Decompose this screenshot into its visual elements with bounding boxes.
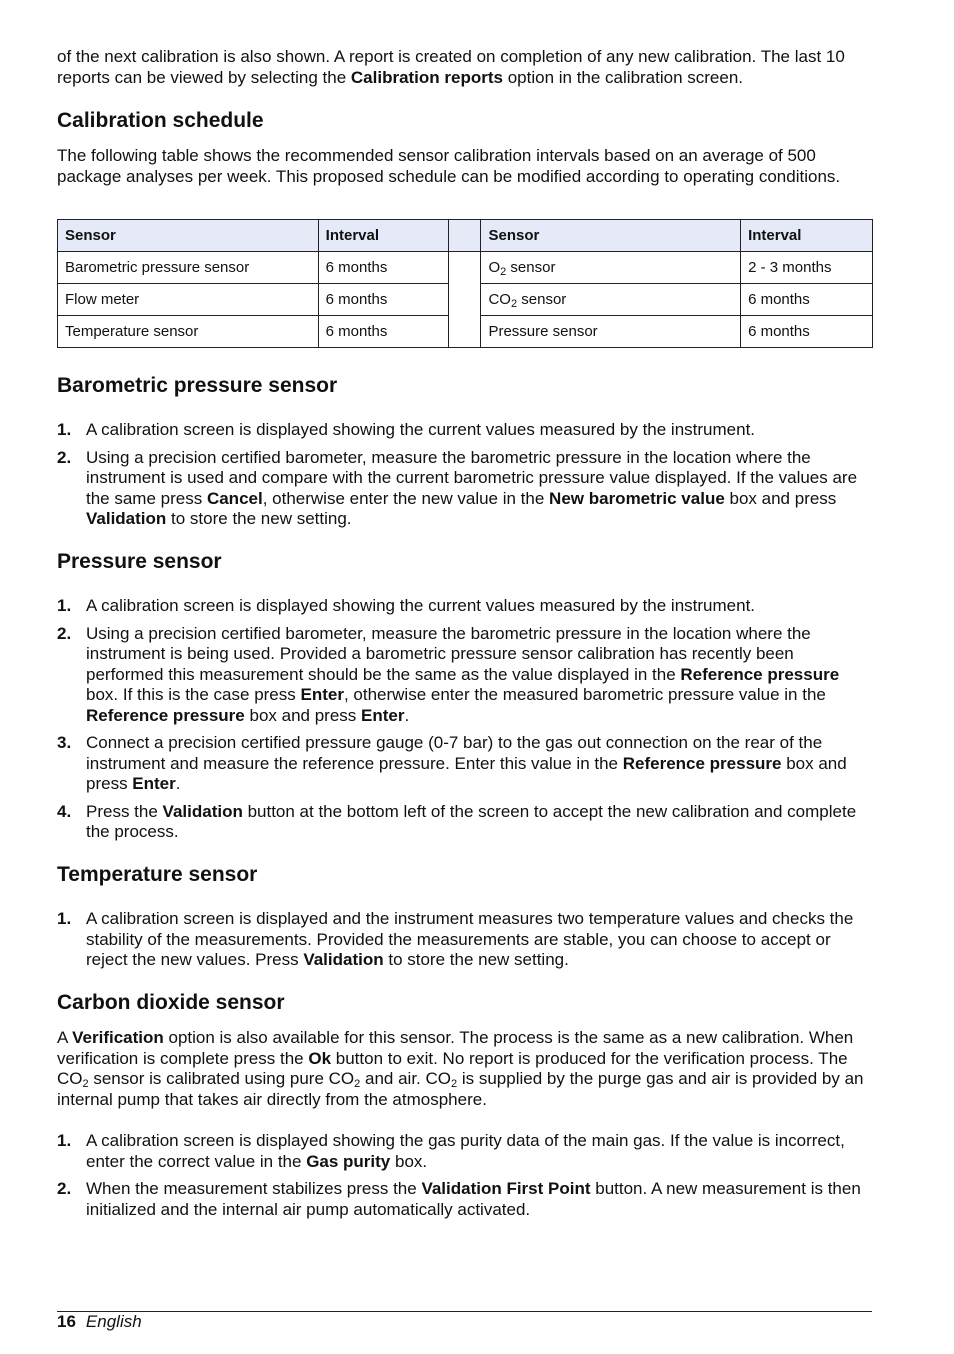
table-header-sensor: Sensor: [481, 220, 741, 252]
list-item: 2. Using a precision certified barometer, measure the barometric pressure in the location where the instrument is used and compare with the current barometric pressure value displayed. If the values are the same press Cancel, otherwise enter the new value in the New barometric value box and press Validation to store the new setting.: [57, 447, 858, 528]
co2-steps: [57, 1131, 872, 1227]
list-item: 2. Using a precision certified barometer, measure the barometric pressure in the location where the instrument is being used. Provided a barometric pressure sensor calibration has recently been performed this measurement should be the same as the value displayed in the Reference pressure box. If this is the case press Enter, otherwise enter the measured barometric pressure value in the Reference pressure box and press Enter.: [57, 623, 840, 725]
list-item: 2. When the measurement stabilizes press the Validation First Point button. A new measurement is then initialized and the internal air pump automatically activated.: [57, 1179, 861, 1219]
table-cell-interval: 6 months: [318, 252, 448, 284]
table-cell-interval: 6 months: [741, 316, 873, 348]
table-header-row: [58, 220, 873, 252]
calibration-schedule-heading: Calibration schedule: [57, 109, 264, 132]
footer-language: English: [85, 1312, 142, 1331]
table-cell-sensor: Pressure sensor: [481, 316, 741, 348]
table-cell-interval: 6 months: [741, 284, 873, 316]
table-header-sensor: Sensor: [58, 220, 319, 252]
table-header-interval: Interval: [741, 220, 873, 252]
table-gap: [448, 220, 481, 252]
table-cell-sensor: $CO_2$ sensor: [481, 284, 741, 316]
table-cell-sensor: Temperature sensor: [58, 316, 319, 348]
pressure-heading: Pressure sensor: [57, 550, 222, 573]
table-cell-sensor: $O_2$ sensor: [481, 252, 741, 284]
temperature-heading: Temperature sensor: [57, 863, 258, 886]
co2-description: A Verification option is also available for this sensor. The process is the same as a new calibration. When verification is complete press the Ok button to exit. No report is produced for the verification process. The $CO_2$ sensor is calibrated using pure $CO_2$ and air. $CO_2$ is supplied by the purge gas and air is provided by an internal pump that takes air directly from the atmosphere.: [57, 1028, 864, 1109]
list-item: 3. Connect a precision certified pressure gauge (0-7 bar) to the gas out connection on the rear of the instrument and measure the reference pressure. Enter this value in the Reference pressure box and press Enter.: [57, 733, 847, 793]
list-item: 1. A calibration screen is displayed and the instrument measures two temperature values and checks the stability of the measurements. Provided the measurements are stable, you can choose to accept or reject the new values. Press Validation to store the new setting.: [57, 909, 854, 969]
list-item: 1. A calibration screen is displayed showing the current values measured by the instrument.: [57, 420, 756, 439]
list-item: 4. Press the Validation button at the bottom left of the screen to accept the new calibration and complete the process.: [57, 801, 857, 841]
table-cell-sensor: Flow meter: [58, 284, 319, 316]
intro-paragraph: of the next calibration is also shown. A report is created on completion of any new calibration. The last 10 reports can be viewed by selecting the Calibration reports option in the calibration screen.: [57, 47, 845, 87]
table-cell-interval: 6 months: [318, 316, 448, 348]
table-gap: [448, 252, 481, 348]
list-item: 1. A calibration screen is displayed showing the current values measured by the instrument.: [57, 596, 756, 615]
list-item: 1. A calibration screen is displayed showing the gas purity data of the main gas. If the value is incorrect, enter the correct value in the Gas purity box.: [57, 1131, 845, 1171]
table-cell-interval: 6 months: [318, 284, 448, 316]
table-cell-sensor: Barometric pressure sensor: [58, 252, 319, 284]
temperature-steps: [57, 909, 872, 978]
page-number: 16: [57, 1312, 76, 1331]
barometric-steps: [57, 420, 872, 537]
calibration-schedule-table: [57, 219, 873, 348]
table-header-interval: Interval: [318, 220, 448, 252]
calibration-schedule-description: The following table shows the recommended sensor calibration intervals based on an average of 500 package analyses per week. This proposed schedule can be modified according to operating conditions.: [57, 146, 841, 186]
pressure-steps: [57, 596, 872, 850]
page-footer: [57, 1312, 142, 1332]
table-cell-interval: 2 - 3 months: [741, 252, 873, 284]
table-row: [58, 252, 873, 284]
footer-divider: [57, 1311, 872, 1312]
co2-heading: Carbon dioxide sensor: [57, 991, 285, 1014]
barometric-heading: Barometric pressure sensor: [57, 374, 338, 397]
